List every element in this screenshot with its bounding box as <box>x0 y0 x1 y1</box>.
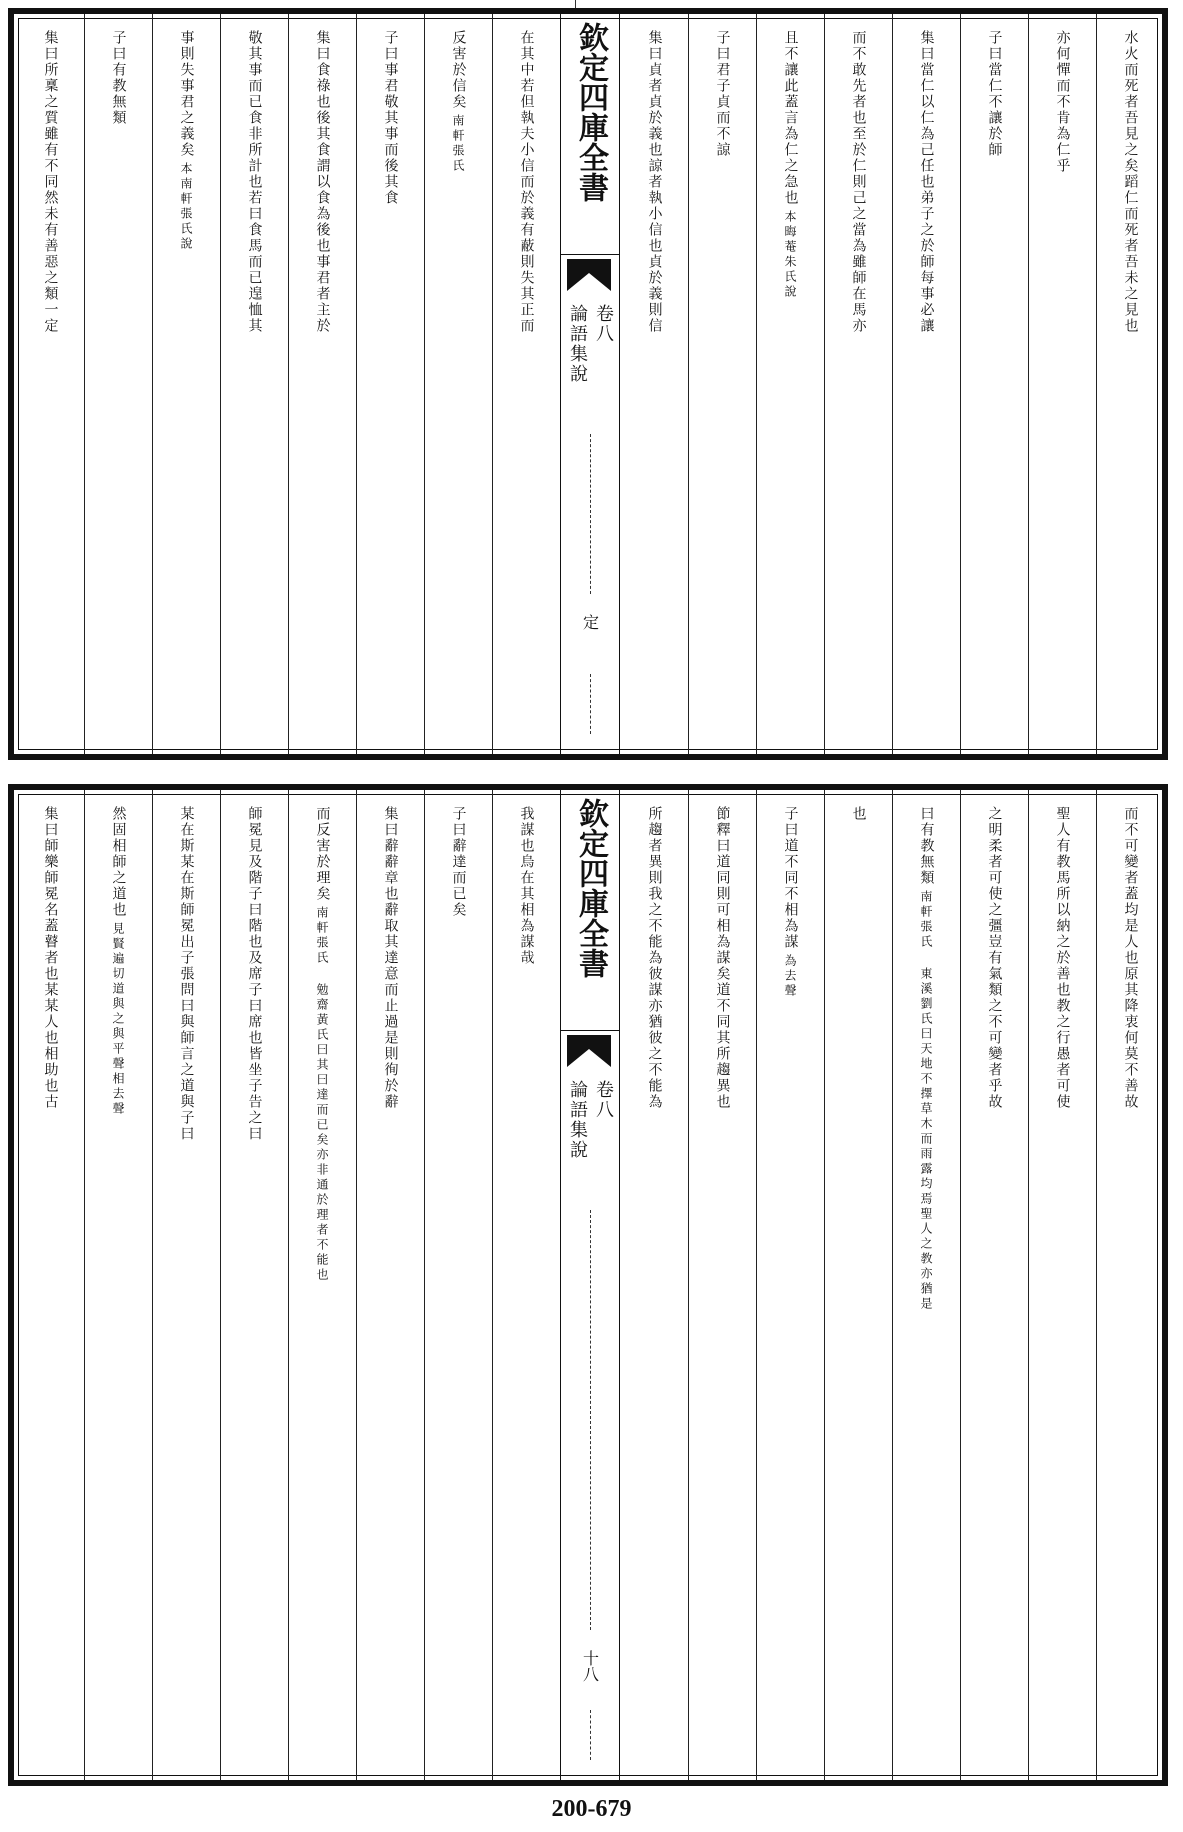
column-rule <box>424 14 425 754</box>
book-title-box <box>561 1080 619 1160</box>
fishtail-mark-icon <box>567 1035 611 1067</box>
column-text: 集曰當仁以仁為己任也弟子之於師每事必讓 <box>918 30 935 334</box>
column-text: 聖人有教馬所以納之於善也教之行愚者可使 <box>1054 806 1071 1110</box>
top-leaf <box>8 8 1168 760</box>
column-rule <box>356 14 357 754</box>
text-column <box>492 14 560 754</box>
column-text: 子曰道不同不相為謀 <box>782 806 799 950</box>
text-column <box>1028 790 1096 1780</box>
column-text: 某在斯某在斯師冕出子張問曰與師言之道與子曰 <box>178 806 195 1142</box>
column-text: 子曰君子貞而不諒 <box>714 30 731 158</box>
fold-guide <box>590 1710 591 1760</box>
text-column <box>960 790 1028 1780</box>
column-rule <box>84 14 85 754</box>
column-text: 且不讓此蓋言為仁之急也 <box>782 30 799 206</box>
column-annotation: 本晦菴朱氏說 <box>783 210 797 300</box>
column-rule <box>152 14 153 754</box>
column-rule <box>824 790 825 1780</box>
column-text: 所趨者異則我之不能為彼謀亦猶彼之不能為 <box>646 806 663 1110</box>
column-rule <box>356 790 357 1780</box>
column-rule <box>892 14 893 754</box>
text-column <box>220 790 288 1780</box>
text-column <box>892 790 960 1780</box>
column-rule <box>688 14 689 754</box>
text-column <box>356 790 424 1780</box>
text-column <box>84 790 152 1780</box>
column-rule <box>84 790 85 1780</box>
column-rule <box>756 790 757 1780</box>
fold-guide <box>590 434 591 594</box>
column-annotation: 南軒張氏 東溪劉氏曰天地不擇草木而雨露均焉聖人之教亦猶是 <box>919 890 933 1312</box>
column-rule <box>288 790 289 1780</box>
text-column <box>756 14 824 754</box>
column-annotation: 為去聲 <box>783 954 797 999</box>
column-text: 水火而死者吾見之矣蹈仁而死者吾未之見也 <box>1122 30 1139 334</box>
column-text: 而不可變者蓋均是人也原其降衷何莫不善故 <box>1122 806 1139 1110</box>
page-number: 200-679 <box>551 1796 632 1822</box>
column-text: 我謀也烏在其相為謀哉 <box>518 806 535 966</box>
library-title-box <box>561 14 619 255</box>
column-text: 敬其事而已食非所計也若曰食馬而已遑恤其 <box>246 30 263 334</box>
volume-label: 卷八 <box>593 304 614 344</box>
column-text: 也 <box>850 806 867 822</box>
folio-box <box>561 614 619 630</box>
column-text: 在其中若但執夫小信而於義有蔽則失其正而 <box>518 30 535 334</box>
text-column <box>960 14 1028 754</box>
column-text: 集曰貞者貞於義也諒者執小信也貞於義則信 <box>646 30 663 334</box>
column-rule <box>892 790 893 1780</box>
column-rule <box>1028 14 1029 754</box>
text-column <box>84 14 152 754</box>
text-column <box>824 790 892 1780</box>
fishtail-mark-icon <box>567 259 611 291</box>
column-annotation: 見賢遍切道與之與平聲相去聲 <box>111 922 125 1117</box>
text-column <box>892 14 960 754</box>
column-text: 子曰當仁不讓於師 <box>986 30 1003 158</box>
column-text: 集曰師樂師冕名蓋瞽者也某某人也相助也古 <box>42 806 59 1110</box>
column-rule <box>220 790 221 1780</box>
text-column <box>688 790 756 1780</box>
folio-label: 定 <box>580 614 600 630</box>
text-column <box>152 14 220 754</box>
column-rule <box>960 790 961 1780</box>
column-annotation: 南軒張氏 <box>451 114 465 174</box>
text-column <box>424 14 492 754</box>
column-rule <box>1096 790 1097 1780</box>
text-column <box>288 790 356 1780</box>
column-annotation: 南軒張氏 勉齋黃氏曰其曰達而已矣亦非通於理者不能也 <box>315 906 329 1283</box>
column-text: 事則失事君之義矣 <box>178 30 195 158</box>
book-title: 論語集說 <box>567 1080 588 1160</box>
column-rule <box>1028 790 1029 1780</box>
column-text: 集曰食祿也後其食謂以食為後也事君者主於 <box>314 30 331 334</box>
column-rule <box>960 14 961 754</box>
column-rule <box>492 790 493 1780</box>
text-column <box>620 14 688 754</box>
column-text: 集曰所稟之質雖有不同然未有善惡之類一定 <box>42 30 59 334</box>
text-column <box>16 14 84 754</box>
text-column <box>688 14 756 754</box>
text-column <box>288 14 356 754</box>
fold-column <box>560 14 620 754</box>
column-rule <box>492 14 493 754</box>
library-title: 欽定四庫全書 <box>573 22 608 202</box>
text-column <box>1096 790 1164 1780</box>
library-title: 欽定四庫全書 <box>573 798 608 978</box>
column-rule <box>152 790 153 1780</box>
column-text: 亦何憚而不肯為仁乎 <box>1054 30 1071 174</box>
text-column <box>152 790 220 1780</box>
column-text: 反害於信矣 <box>450 30 467 110</box>
column-text: 曰有教無類 <box>918 806 935 886</box>
folio-label: 十八 <box>580 1650 600 1682</box>
column-text: 集曰辭辭章也辭取其達意而止過是則徇於辭 <box>382 806 399 1110</box>
column-rule <box>1096 14 1097 754</box>
column-text: 子曰有教無類 <box>110 30 127 126</box>
column-text: 然固相師之道也 <box>110 806 127 918</box>
text-column <box>824 14 892 754</box>
column-rule <box>288 14 289 754</box>
column-rule <box>220 14 221 754</box>
fold-guide <box>590 1210 591 1630</box>
library-title-box <box>561 790 619 1031</box>
column-annotation: 本南軒張氏說 <box>179 162 193 252</box>
column-text: 節釋曰道同則可相為謀矣道不同其所趨異也 <box>714 806 731 1110</box>
text-column <box>620 790 688 1780</box>
column-text: 而反害於理矣 <box>314 806 331 902</box>
book-title: 論語集說 <box>567 304 588 384</box>
text-column <box>356 14 424 754</box>
column-rule <box>688 790 689 1780</box>
column-rule <box>424 790 425 1780</box>
text-column <box>16 790 84 1780</box>
column-rule <box>824 14 825 754</box>
text-column <box>220 14 288 754</box>
folio-box <box>561 1650 619 1682</box>
column-text: 師冕見及階子曰階也及席子曰席也皆坐子告之曰 <box>246 806 263 1142</box>
text-column <box>756 790 824 1780</box>
column-text: 而不敢先者也至於仁則己之當為雖師在馬亦 <box>850 30 867 334</box>
column-rule <box>756 14 757 754</box>
fold-guide <box>590 674 591 734</box>
bottom-leaf <box>8 784 1168 1786</box>
column-text: 子曰事君敬其事而後其食 <box>382 30 399 206</box>
fold-column <box>560 790 620 1780</box>
text-column <box>424 790 492 1780</box>
text-column <box>492 790 560 1780</box>
volume-label: 卷八 <box>593 1080 614 1120</box>
text-column <box>1028 14 1096 754</box>
text-column <box>1096 14 1164 754</box>
column-text: 子曰辭達而已矣 <box>450 806 467 918</box>
column-text: 之明柔者可使之彊豈有氣類之不可變者乎故 <box>986 806 1003 1110</box>
book-title-box <box>561 304 619 384</box>
